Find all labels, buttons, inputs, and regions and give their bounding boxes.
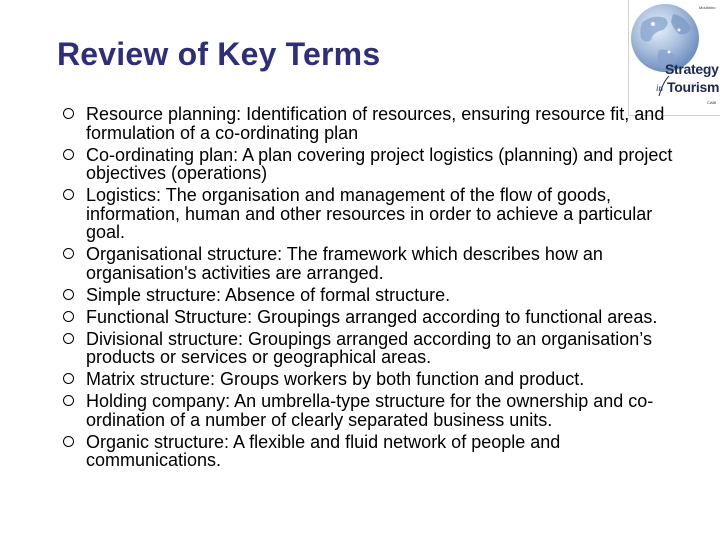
logo-title-line2: Tourism [667, 79, 720, 95]
logo-title-in: in [656, 83, 664, 93]
list-item-text: Logistics: The organisation and management of the flow of goods, information, human and other resources in order to achieve a particular goal. [86, 185, 653, 242]
book-cover-logo [628, 0, 720, 116]
key-terms-list [62, 105, 692, 473]
list-item-text: Organisational structure: The framework which describes how an organisation's activities are arranged. [86, 244, 603, 283]
list-item [62, 308, 692, 327]
logo-title-line1: Strategy [665, 61, 719, 77]
circle-bullet-icon [63, 436, 74, 447]
circle-bullet-icon [63, 248, 74, 259]
list-item [62, 392, 692, 429]
list-item [62, 146, 692, 183]
list-item-text: Holding company: An umbrella-type structure for the ownership and co-ordination of a number of clearly separated business units. [86, 391, 654, 430]
list-item-text: Resource planning: Identification of resources, ensuring resource fit, and formulation of a co-ordinating plan [86, 104, 665, 143]
list-item [62, 186, 692, 242]
circle-bullet-icon [63, 311, 74, 322]
page-title: Review of Key Terms [57, 36, 381, 72]
list-item [62, 245, 692, 282]
list-item-text: Simple structure: Absence of formal structure. [86, 284, 451, 305]
logo-publisher: CABI [707, 100, 717, 105]
list-item-text: Matrix structure: Groups workers by both function and product. [86, 369, 585, 389]
list-item-text: Co-ordinating plan: A plan covering project logistics (planning) and project objectives (operations) [86, 144, 673, 183]
list-item-text: Organic structure: A flexible and fluid network of people and communications. [86, 431, 561, 470]
circle-bullet-icon [63, 108, 74, 119]
list-item [62, 433, 692, 470]
circle-bullet-icon [63, 373, 74, 384]
circle-bullet-icon [63, 333, 74, 344]
list-item [62, 105, 692, 142]
circle-bullet-icon [63, 289, 74, 300]
globe-icon [629, 0, 720, 115]
circle-bullet-icon [63, 189, 74, 200]
list-item-text: Functional Structure: Groupings arranged according to functional areas. [86, 306, 658, 327]
circle-bullet-icon [63, 395, 74, 406]
list-item [62, 370, 692, 389]
logo-author: Moutinho [699, 5, 716, 10]
list-item-text: Divisional structure: Groupings arranged according to an organisation’s products or services or geographical areas. [86, 328, 652, 367]
circle-bullet-icon [63, 149, 74, 160]
list-item [62, 286, 692, 305]
list-item [62, 330, 692, 367]
